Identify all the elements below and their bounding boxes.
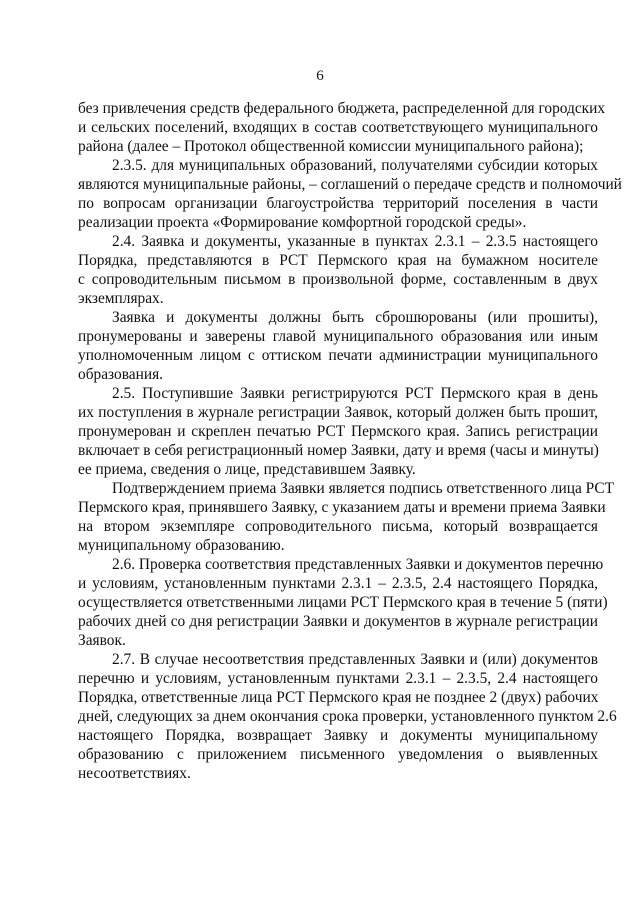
- text-line: 2.6. Проверка соответствия представленных Заявки и документов перечню: [112, 556, 604, 573]
- text-line: образованию с приложением письменного уведомления о выявленных: [78, 746, 598, 763]
- text-line: несоответствиях.: [78, 765, 191, 782]
- document-body: [78, 99, 622, 783]
- text-line: 2.5. Поступившие Заявки регистрируются РСТ Пермского края в день: [112, 385, 598, 402]
- text-line: Порядка, ответственные лица РСТ Пермского края не позднее 2 (двух) рабочих: [78, 689, 599, 706]
- text-line: района (далее – Протокол общественной комиссии муниципального района);: [78, 138, 584, 155]
- text-line: Заявок.: [78, 632, 126, 649]
- paragraph-2-7: [78, 650, 617, 783]
- text-line: по вопросам организации благоустройства территорий поселения в части: [78, 195, 598, 212]
- text-line: дней, следующих за днем окончания срока проверки, установленного пунктом 2.6: [78, 708, 617, 725]
- paragraph-2-3-5: [78, 156, 622, 232]
- text-line: и сельских поселений, входящих в состав соответствующего муниципального: [78, 119, 598, 136]
- text-line: муниципальному образованию.: [78, 537, 285, 554]
- page-number: 6: [316, 68, 324, 84]
- paragraph-2-5-confirmation: [78, 479, 615, 555]
- text-line: 2.4. Заявка и документы, указанные в пунктах 2.3.1 – 2.3.5 настоящего: [112, 233, 598, 250]
- text-line: реализации проекта «Формирование комфортной городской среды».: [78, 214, 527, 231]
- text-line: пронумерован и скреплен печатью РСТ Пермского края. Запись регистрации: [78, 423, 598, 440]
- text-line: 2.7. В случае несоответствия представленных Заявки и (или) документов: [112, 651, 598, 668]
- text-line: с сопроводительным письмом в произвольной форме, составленным в двух: [78, 271, 598, 288]
- paragraph-continuation: [78, 99, 606, 156]
- text-line: и условиям, установленным пунктами 2.3.1 – 2.3.5, 2.4 настоящего Порядка,: [78, 575, 598, 592]
- paragraph-2-4: [78, 232, 598, 308]
- text-line: рабочих дней со дня регистрации Заявки и документов в журнале регистрации: [78, 613, 598, 630]
- text-line: Заявка и документы должны быть сброшюрованы (или прошиты),: [112, 309, 598, 326]
- text-line: Подтверждением приема Заявки является подпись ответственного лица РСТ: [112, 480, 615, 497]
- paragraph-2-5: [78, 384, 598, 479]
- text-line: ее приема, сведения о лице, представившем Заявку.: [78, 461, 416, 478]
- text-line: включает в себя регистрационный номер Заявки, дату и время (часы и минуты): [78, 442, 599, 459]
- text-line: настоящего Порядка, возвращает Заявку и документы муниципальному: [78, 727, 598, 744]
- text-line: образования.: [78, 366, 164, 383]
- text-line: на втором экземпляре сопроводительного письма, который возвращается: [78, 518, 598, 535]
- paragraph-2-6: [78, 555, 608, 650]
- text-line: Порядка, представляются в РСТ Пермского края на бумажном носителе: [78, 252, 598, 269]
- text-line: перечню и условиям, установленным пунктами 2.3.1 – 2.3.5, 2.4 настоящего: [78, 670, 598, 687]
- text-line: 2.3.5. для муниципальных образований, получателями субсидии которых: [112, 157, 598, 174]
- text-line: являются муниципальные районы, – соглашений о передаче средств и полномочий: [78, 176, 622, 193]
- text-line: Пермского края, принявшего Заявку, с указанием даты и времени приема Заявки: [78, 499, 606, 516]
- text-line: осуществляется ответственными лицами РСТ Пермского края в течение 5 (пяти): [78, 594, 608, 611]
- text-line: без привлечения средств федерального бюджета, распределенной для городских: [78, 100, 606, 117]
- text-line: уполномоченным лицом с оттиском печати администрации муниципального: [78, 347, 598, 364]
- text-line: экземплярах.: [78, 290, 164, 307]
- text-line: их поступления в журнале регистрации Заявок, который должен быть прошит,: [78, 404, 598, 421]
- paragraph-2-4-binding: [78, 308, 598, 384]
- text-line: пронумерованы и заверены главой муниципального образования или иным: [78, 328, 598, 345]
